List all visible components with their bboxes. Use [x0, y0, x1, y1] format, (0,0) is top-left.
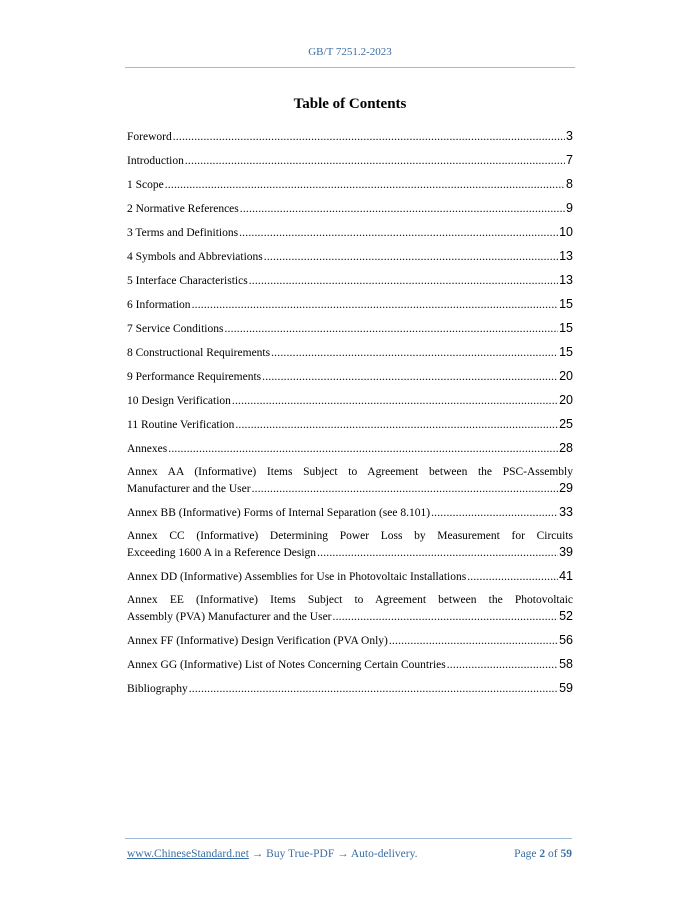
toc-leader-dots [232, 393, 558, 409]
toc-leader-dots [224, 321, 558, 337]
toc-leader-dots [467, 569, 558, 585]
toc-entry[interactable] [127, 248, 573, 265]
toc-entry-label: Bibliography [127, 683, 188, 695]
toc-entry[interactable] [127, 296, 573, 313]
buy-pdf-link[interactable]: Buy True-PDF [266, 848, 335, 860]
toc-entry[interactable] [127, 152, 573, 169]
toc-leader-dots [240, 201, 565, 217]
toc-entry-label: 3 Terms and Definitions [127, 227, 239, 239]
toc-leader-dots [389, 633, 558, 649]
toc-entry-multiline[interactable] [127, 528, 573, 561]
toc-entry[interactable] [127, 368, 573, 385]
standard-code: GB/T 7251.2-2023 [308, 46, 392, 58]
toc-leader-dots [168, 441, 558, 457]
toc-leader-dots [249, 273, 558, 289]
page-current: 2 [539, 848, 546, 860]
toc-entry-label: 9 Performance Requirements [127, 371, 262, 383]
toc-entry-label: Annex BB (Informative) Forms of Internal Separation (see 8.101) [127, 507, 431, 519]
footer-divider [125, 838, 572, 839]
toc-entry[interactable] [127, 656, 573, 673]
toc-entry-page: 10 [559, 225, 573, 239]
toc-entry-page: 56 [559, 633, 573, 647]
toc-entry-page: 33 [559, 505, 573, 519]
toc-entry-label: 10 Design Verification [127, 395, 231, 407]
toc-leader-dots [165, 177, 565, 193]
toc-entry[interactable] [127, 200, 573, 217]
toc-entry-label: Introduction [127, 155, 184, 167]
toc-entry-page: 7 [566, 153, 573, 167]
toc-entry[interactable] [127, 224, 573, 241]
toc-entry[interactable] [127, 568, 573, 585]
toc-entry-label: 11 Routine Verification [127, 419, 235, 431]
site-link[interactable]: www.ChineseStandard.net [127, 848, 249, 860]
toc-leader-dots [264, 249, 558, 265]
toc-entry[interactable] [127, 320, 573, 337]
toc-entry-page: 39 [559, 545, 573, 559]
toc-entry-page: 15 [559, 345, 573, 359]
toc-entry-page: 28 [559, 441, 573, 455]
toc-entry[interactable] [127, 504, 573, 521]
document-header [0, 46, 700, 58]
page-title: Table of Contents [293, 96, 407, 112]
toc-entry-page: 9 [566, 201, 573, 215]
toc-leader-dots [192, 297, 559, 313]
toc-entry-label-line1: Annex AA (Informative) Items Subject to Agreement between the PSC-Assembly [127, 466, 573, 478]
toc-entry[interactable] [127, 632, 573, 649]
table-of-contents [127, 128, 573, 704]
toc-entry[interactable] [127, 272, 573, 289]
toc-entry-label-line1: Annex EE (Informative) Items Subject to Agreement between the Photovoltaic [127, 594, 573, 606]
toc-entry-label-line2: Exceeding 1600 A in a Reference Design [127, 547, 317, 559]
toc-entry-page: 15 [559, 321, 573, 335]
toc-entry-page: 15 [559, 297, 573, 311]
document-footer [127, 848, 572, 860]
toc-leader-dots [317, 545, 558, 561]
toc-entry-label-line2: Manufacturer and the User [127, 483, 251, 495]
toc-entry-page: 3 [566, 129, 573, 143]
arrow-right-icon: → [337, 848, 349, 860]
toc-entry-label: 2 Normative References [127, 203, 239, 215]
delivery-text: Auto-delivery. [350, 848, 418, 860]
toc-entry-page: 20 [559, 369, 573, 383]
toc-leader-dots [173, 129, 565, 145]
toc-entry-page: 20 [559, 393, 573, 407]
of-word: of [548, 848, 558, 860]
toc-entry-label: Annex FF (Informative) Design Verification (PVA Only) [127, 635, 388, 647]
toc-entry-multiline[interactable] [127, 592, 573, 625]
toc-entry-page: 13 [559, 249, 573, 263]
toc-entry-page: 25 [559, 417, 573, 431]
toc-leader-dots [252, 481, 559, 497]
toc-entry-label: Annex GG (Informative) List of Notes Concerning Certain Countries [127, 659, 446, 671]
toc-leader-dots [189, 681, 558, 697]
toc-entry[interactable] [127, 416, 573, 433]
arrow-right-icon: → [251, 848, 264, 860]
toc-entry-label: 5 Interface Characteristics [127, 275, 248, 287]
toc-entry-label: Foreword [127, 131, 172, 143]
toc-entry-label-line1: Annex CC (Informative) Determining Power Loss by Measurement for Circuits [127, 530, 573, 542]
toc-entry-page: 58 [559, 657, 573, 671]
toc-entry-page: 59 [559, 681, 573, 695]
toc-leader-dots [239, 225, 558, 241]
toc-entry[interactable] [127, 344, 573, 361]
header-divider [125, 67, 575, 68]
toc-leader-dots [185, 153, 565, 169]
toc-entry-page: 52 [559, 609, 573, 623]
toc-entry-page: 29 [559, 481, 573, 495]
toc-entry[interactable] [127, 440, 573, 457]
toc-entry[interactable] [127, 176, 573, 193]
toc-entry-label: 7 Service Conditions [127, 323, 224, 335]
toc-entry-label: 4 Symbols and Abbreviations [127, 251, 263, 263]
toc-entry-label: Annex DD (Informative) Assemblies for Use in Photovoltaic Installations [127, 571, 467, 583]
toc-leader-dots [333, 609, 559, 625]
toc-leader-dots [431, 505, 558, 521]
toc-entry-label: Annexes [127, 443, 168, 455]
page-total: 59 [560, 848, 572, 860]
toc-leader-dots [447, 657, 558, 673]
toc-entry-label: 6 Information [127, 299, 191, 311]
toc-entry-page: 13 [559, 273, 573, 287]
toc-entry-label: 8 Constructional Requirements [127, 347, 271, 359]
toc-entry-label-line2: Assembly (PVA) Manufacturer and the User [127, 611, 332, 623]
toc-leader-dots [235, 417, 558, 433]
toc-entry-page: 41 [559, 569, 573, 583]
page-word: Page [514, 848, 537, 860]
toc-entry-label: 1 Scope [127, 179, 164, 191]
toc-leader-dots [262, 369, 558, 385]
toc-entry[interactable] [127, 128, 573, 145]
toc-entry[interactable] [127, 680, 573, 697]
toc-entry[interactable] [127, 392, 573, 409]
toc-entry-multiline[interactable] [127, 464, 573, 497]
page-indicator [514, 848, 572, 860]
toc-entry-page: 8 [566, 177, 573, 191]
toc-leader-dots [271, 345, 558, 361]
